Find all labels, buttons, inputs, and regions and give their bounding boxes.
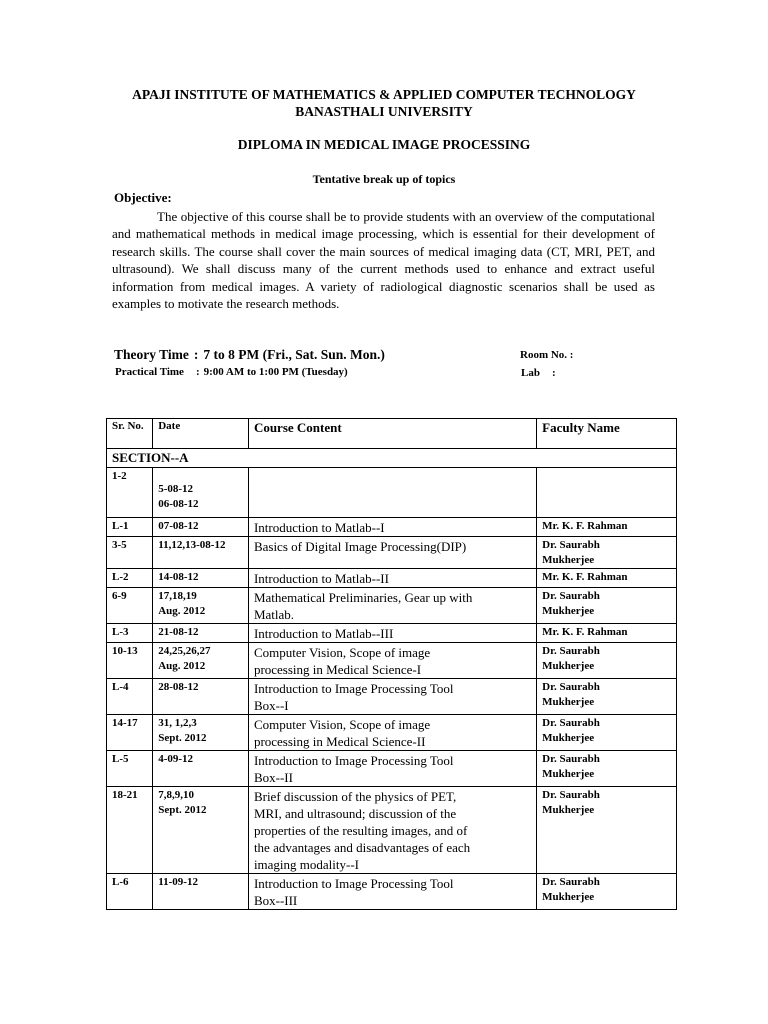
practical-time-separator: : xyxy=(195,366,200,378)
cell-course-content xyxy=(248,643,536,679)
cell-course-content-line: processing in Medical Science-II xyxy=(253,734,426,749)
cell-date-line: 07-08-12 xyxy=(158,520,199,532)
section-label: SECTION--A xyxy=(107,449,677,468)
objective-label: Objective: xyxy=(114,190,172,205)
cell-faculty-name xyxy=(537,643,677,679)
cell-date-line: 4-09-12 xyxy=(158,753,194,765)
cell-faculty-name xyxy=(537,787,677,874)
cell-date xyxy=(153,874,249,910)
cell-date-line: 31, 1,2,3 xyxy=(158,717,197,729)
cell-sr-no: 6-9 xyxy=(107,588,153,624)
header-faculty-name: Faculty Name xyxy=(537,419,677,449)
cell-date xyxy=(153,679,249,715)
cell-date xyxy=(153,468,249,518)
cell-faculty-name xyxy=(537,679,677,715)
cell-course-content-line: Brief discussion of the physics of PET, xyxy=(253,789,457,804)
cell-faculty-name-line: Mukherjee xyxy=(542,554,595,566)
cell-faculty-name xyxy=(537,624,677,643)
cell-course-content-line: Introduction to Image Processing Tool xyxy=(253,753,454,768)
table-row xyxy=(107,787,677,874)
cell-faculty-name-line: Dr. Saurabh xyxy=(542,645,600,657)
cell-course-content-line: properties of the resulting images, and of xyxy=(253,823,468,838)
cell-faculty-name xyxy=(537,569,677,588)
university-title: BANASTHALI UNIVERSITY xyxy=(295,104,473,119)
cell-faculty-name-line: Dr. Saurabh xyxy=(542,717,600,729)
objective-paragraph: The objective of this course shall be to provide students with an overview of the computational and mathematical methods in medical image processing, which is essential for their development of research skills. The course shall cover the main sources of medical imaging data (CT, MRI, PET, and ultrasound). We shall discuss many of the current methods used to enhance and extract useful information from medical images. A variety of radiological diagnostic scenarios shall be used as examples to motivate the research methods. xyxy=(112,209,655,312)
table-row xyxy=(107,518,677,537)
cell-faculty-name-line: Mukherjee xyxy=(542,804,595,816)
header-sr-no: Sr. No. xyxy=(107,419,153,449)
table-row xyxy=(107,624,677,643)
cell-date-line: 7,8,9,10 xyxy=(158,789,194,801)
theory-time-value: 7 to 8 PM (Fri., Sat. Sun. Mon.) xyxy=(203,347,385,362)
cell-date-line: 11-09-12 xyxy=(158,876,198,888)
header-date: Date xyxy=(153,419,249,449)
cell-sr-no: 1-2 xyxy=(107,468,153,518)
cell-faculty-name-line: Mr. K. F. Rahman xyxy=(542,626,628,638)
cell-date xyxy=(153,643,249,679)
cell-date xyxy=(153,518,249,537)
cell-course-content xyxy=(248,787,536,874)
cell-date-line: 5-08-12 xyxy=(158,483,194,495)
cell-course-content-line: Introduction to Matlab--II xyxy=(253,571,389,586)
cell-course-content-line: the advantages and disadvantages of each xyxy=(253,840,471,855)
cell-course-content xyxy=(248,537,536,569)
cell-faculty-name-line: Mr. K. F. Rahman xyxy=(542,571,628,583)
cell-course-content-line: MRI, and ultrasound; discussion of the xyxy=(253,806,457,821)
cell-sr-no: L-2 xyxy=(107,569,153,588)
cell-course-content-line: Computer Vision, Scope of image xyxy=(253,645,431,660)
cell-course-content-line: Computer Vision, Scope of image xyxy=(253,717,431,732)
cell-course-content-line: imaging modality--I xyxy=(253,857,359,872)
cell-course-content-line: Mathematical Preliminaries, Gear up with xyxy=(253,590,473,605)
cell-date-line: Sept. 2012 xyxy=(158,732,207,744)
cell-faculty-name xyxy=(537,588,677,624)
cell-faculty-name-line: Mukherjee xyxy=(542,891,595,903)
cell-sr-no: L-1 xyxy=(107,518,153,537)
table-row xyxy=(107,569,677,588)
lab-separator: : xyxy=(551,367,556,379)
cell-faculty-name-line: Mukherjee xyxy=(542,768,595,780)
section-row xyxy=(107,449,677,468)
table-header-row xyxy=(107,419,677,449)
table-row xyxy=(107,874,677,910)
course-schedule-table xyxy=(106,418,677,910)
cell-sr-no: L-3 xyxy=(107,624,153,643)
lab-label: Lab xyxy=(521,367,540,379)
cell-faculty-name-line: Dr. Saurabh xyxy=(542,789,600,801)
practical-time-label: Practical Time xyxy=(115,366,184,378)
cell-course-content-line: Introduction to Matlab--I xyxy=(253,520,385,535)
theory-time-label: Theory Time xyxy=(114,347,189,362)
cell-sr-no: 18-21 xyxy=(107,787,153,874)
cell-date-line: Sept. 2012 xyxy=(158,804,207,816)
cell-date xyxy=(153,537,249,569)
cell-faculty-name-line: Mukherjee xyxy=(542,605,595,617)
cell-course-content xyxy=(248,715,536,751)
table-row xyxy=(107,588,677,624)
cell-course-content-line: Box--II xyxy=(253,770,293,785)
theory-time xyxy=(114,347,385,363)
cell-sr-no: L-6 xyxy=(107,874,153,910)
cell-date-line: 14-08-12 xyxy=(158,571,199,583)
cell-faculty-name-line: Dr. Saurabh xyxy=(542,539,600,551)
cell-date xyxy=(153,624,249,643)
practical-time-value: 9:00 AM to 1:00 PM (Tuesday) xyxy=(203,366,348,378)
cell-course-content xyxy=(248,518,536,537)
cell-faculty-name xyxy=(537,468,677,518)
practical-time xyxy=(115,366,348,378)
table-row xyxy=(107,468,677,518)
cell-faculty-name xyxy=(537,715,677,751)
cell-course-content xyxy=(248,569,536,588)
table-row xyxy=(107,751,677,787)
table-row xyxy=(107,715,677,751)
cell-course-content xyxy=(248,624,536,643)
cell-date-line: Aug. 2012 xyxy=(158,660,206,672)
cell-sr-no: 14-17 xyxy=(107,715,153,751)
cell-course-content xyxy=(248,588,536,624)
cell-faculty-name-line: Dr. Saurabh xyxy=(542,753,600,765)
cell-date xyxy=(153,715,249,751)
cell-date-line: 06-08-12 xyxy=(158,498,199,510)
header-course-content: Course Content xyxy=(248,419,536,449)
table-row xyxy=(107,643,677,679)
cell-sr-no: 3-5 xyxy=(107,537,153,569)
table-row xyxy=(107,537,677,569)
cell-faculty-name-line: Mukherjee xyxy=(542,732,595,744)
cell-course-content xyxy=(248,874,536,910)
cell-faculty-name xyxy=(537,874,677,910)
cell-faculty-name xyxy=(537,518,677,537)
cell-date-line: 28-08-12 xyxy=(158,681,199,693)
cell-course-content-line: Matlab. xyxy=(253,607,295,622)
cell-date-line: 17,18,19 xyxy=(158,590,197,602)
cell-course-content-line: Box--I xyxy=(253,698,289,713)
cell-faculty-name-line: Mukherjee xyxy=(542,696,595,708)
cell-course-content xyxy=(248,679,536,715)
cell-course-content-line: Introduction to Image Processing Tool xyxy=(253,681,454,696)
cell-date-line: Aug. 2012 xyxy=(158,605,206,617)
cell-date-line: 11,12,13-08-12 xyxy=(158,539,226,551)
cell-faculty-name-line: Dr. Saurabh xyxy=(542,590,600,602)
cell-faculty-name xyxy=(537,537,677,569)
cell-faculty-name-line: Dr. Saurabh xyxy=(542,876,600,888)
cell-faculty-name-line: Mukherjee xyxy=(542,660,595,672)
cell-faculty-name xyxy=(537,751,677,787)
lab-info xyxy=(521,367,556,379)
table-row xyxy=(107,679,677,715)
cell-course-content-line: Introduction to Matlab--III xyxy=(253,626,394,641)
cell-date xyxy=(153,751,249,787)
cell-date xyxy=(153,787,249,874)
cell-faculty-name-line: Mr. K. F. Rahman xyxy=(542,520,628,532)
cell-date-line: 21-08-12 xyxy=(158,626,199,638)
cell-faculty-name-line: Dr. Saurabh xyxy=(542,681,600,693)
cell-course-content-line: Box--III xyxy=(253,893,298,908)
cell-spacer xyxy=(158,469,244,482)
cell-course-content-line: processing in Medical Science-I xyxy=(253,662,422,677)
cell-date xyxy=(153,588,249,624)
cell-sr-no: L-5 xyxy=(107,751,153,787)
theory-time-separator: : xyxy=(193,347,199,362)
room-number-label: Room No. : xyxy=(520,349,574,361)
institute-title: APAJI INSTITUTE OF MATHEMATICS & APPLIED COMPUTER TECHNOLOGY xyxy=(132,87,636,102)
cell-course-content-line: Basics of Digital Image Processing(DIP) xyxy=(253,539,467,554)
topics-subtitle: Tentative break up of topics xyxy=(312,172,456,186)
cell-course-content xyxy=(248,468,536,518)
cell-course-content xyxy=(248,751,536,787)
cell-sr-no: 10-13 xyxy=(107,643,153,679)
cell-date xyxy=(153,569,249,588)
cell-sr-no: L-4 xyxy=(107,679,153,715)
cell-date-line: 24,25,26,27 xyxy=(158,645,211,657)
cell-course-content-line: Introduction to Image Processing Tool xyxy=(253,876,454,891)
program-title: DIPLOMA IN MEDICAL IMAGE PROCESSING xyxy=(237,137,531,152)
